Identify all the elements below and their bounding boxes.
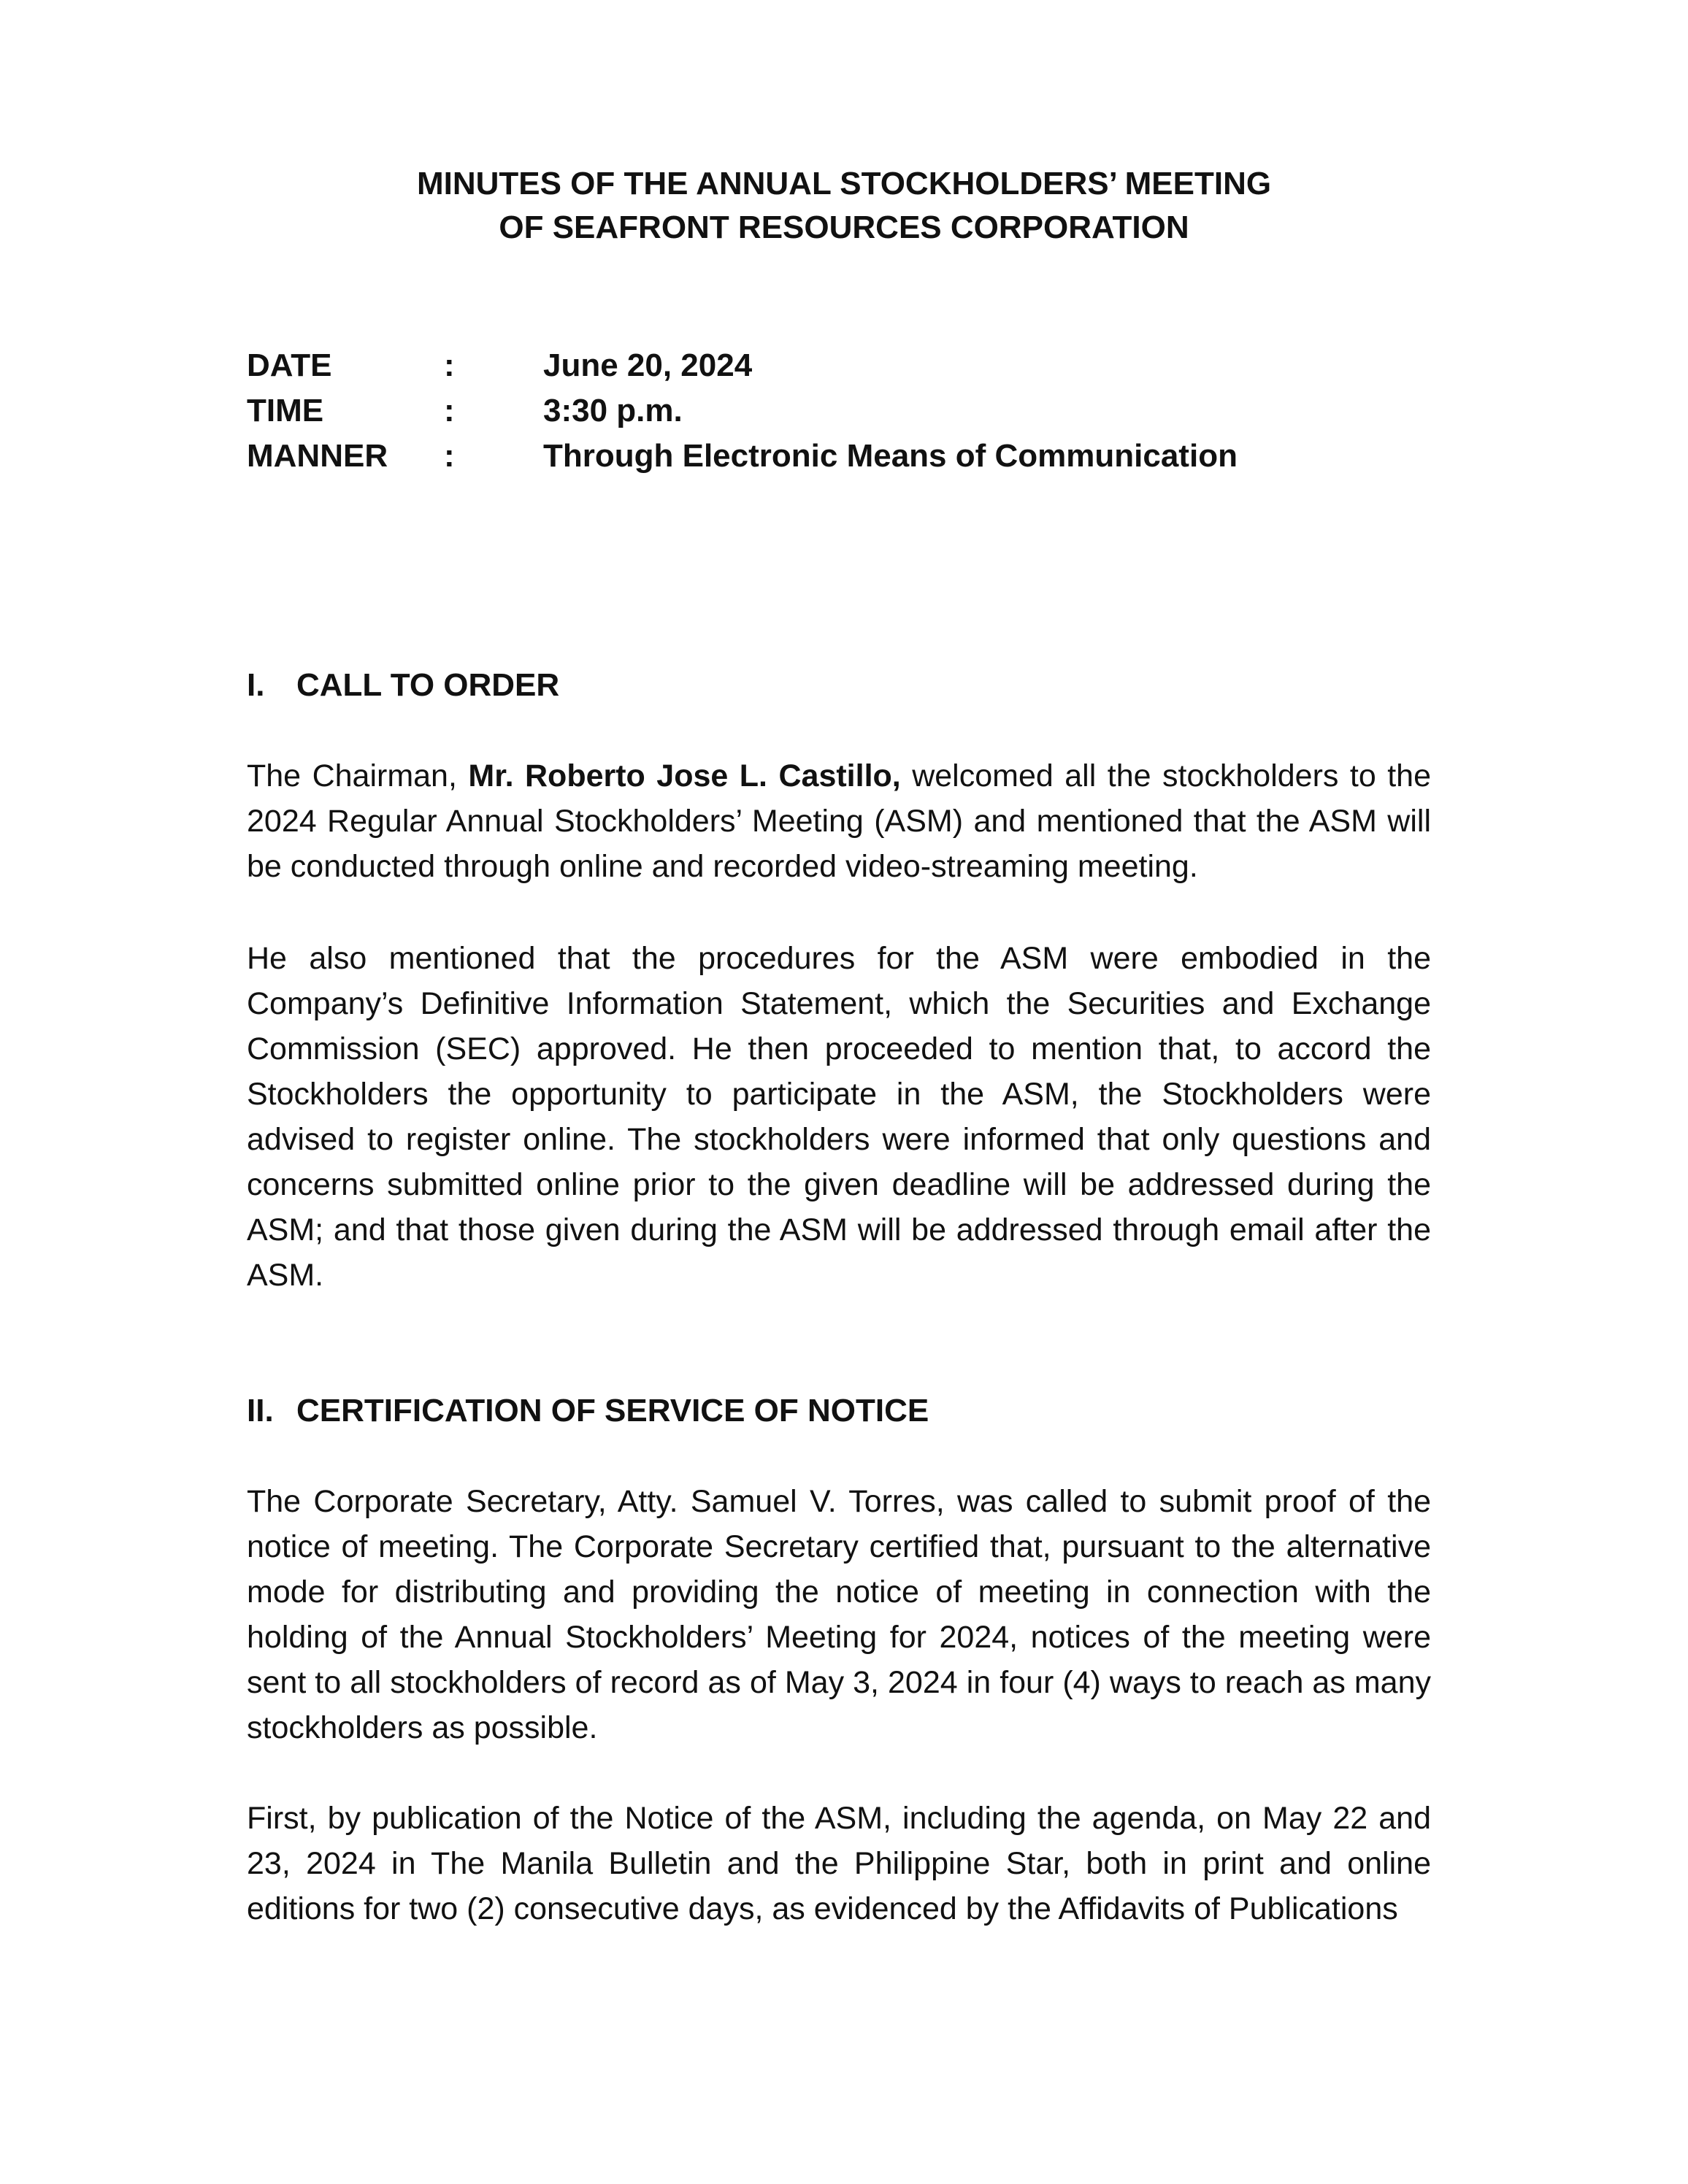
- meta-date-value: June 20, 2024: [543, 347, 753, 383]
- section-2-paragraph-2: First, by publication of the Notice of the ASM, including the agenda, on May 22 and 23, 2024 in The Manila Bulletin and the Philippine Star, both in print and online editions for two (2) consecutive days, as evidenced by the Affidavits of Publications: [247, 1801, 1431, 1926]
- section-1-p1-after: welcomed all the stockholders to the 2024 Regular Annual Stockholders’ Meeting (ASM) and mentioned that the ASM will be conducted through online and recorded video-streaming meeting.: [247, 758, 1431, 884]
- section-1-title: CALL TO ORDER: [296, 667, 560, 703]
- document-title-line-1: MINUTES OF THE ANNUAL STOCKHOLDERS’ MEETING: [416, 166, 1272, 201]
- section-2-number: II.: [247, 1393, 274, 1429]
- section-2-heading: [247, 1388, 929, 1434]
- meta-manner-separator: :: [444, 438, 455, 474]
- meta-date-label: DATE: [247, 347, 332, 383]
- meta-date-separator: :: [444, 347, 455, 383]
- section-1-number: I.: [247, 667, 265, 703]
- section-2-paragraph-1: The Corporate Secretary, Atty. Samuel V. Torres, was called to submit proof of the notice of meeting. The Corporate Secretary certified that, pursuant to the alternative mode for distributing and providing the notice of meeting in connection with the holding of the Annual Stockholders’ Meeting for 2024, notices of the meeting were sent to all stockholders of record as of May 3, 2024 in four (4) ways to reach as many stockholders as possible.: [247, 1484, 1431, 1745]
- section-1-paragraph-2: He also mentioned that the procedures for the ASM were embodied in the Company’s Definitive Information Statement, which the Securities and Exchange Commission (SEC) approved. He then proceeded to mention that, to accord the Stockholders the opportunity to participate in the ASM, the Stockholders were advised to register online. The stockholders were informed that only questions and concerns submitted online prior to the given deadline will be addressed during the ASM; and that those given during the ASM will be addressed through email after the ASM.: [247, 941, 1431, 1293]
- chairman-name: Mr. Roberto Jose L. Castillo,: [468, 758, 901, 793]
- section-1-p1-before: The Chairman,: [247, 758, 469, 793]
- section-1-paragraph-1: [247, 753, 1431, 889]
- meta-manner-value: Through Electronic Means of Communication: [543, 438, 1238, 474]
- section-2-title: CERTIFICATION OF SERVICE OF NOTICE: [296, 1393, 929, 1429]
- meta-time-label: TIME: [247, 393, 324, 428]
- meta-manner-label: MANNER: [247, 438, 388, 474]
- meta-time-value: 3:30 p.m.: [543, 393, 683, 428]
- document-title-line-2: OF SEAFRONT RESOURCES CORPORATION: [499, 209, 1189, 245]
- meta-time-separator: :: [444, 393, 455, 428]
- section-1-heading: [247, 663, 559, 708]
